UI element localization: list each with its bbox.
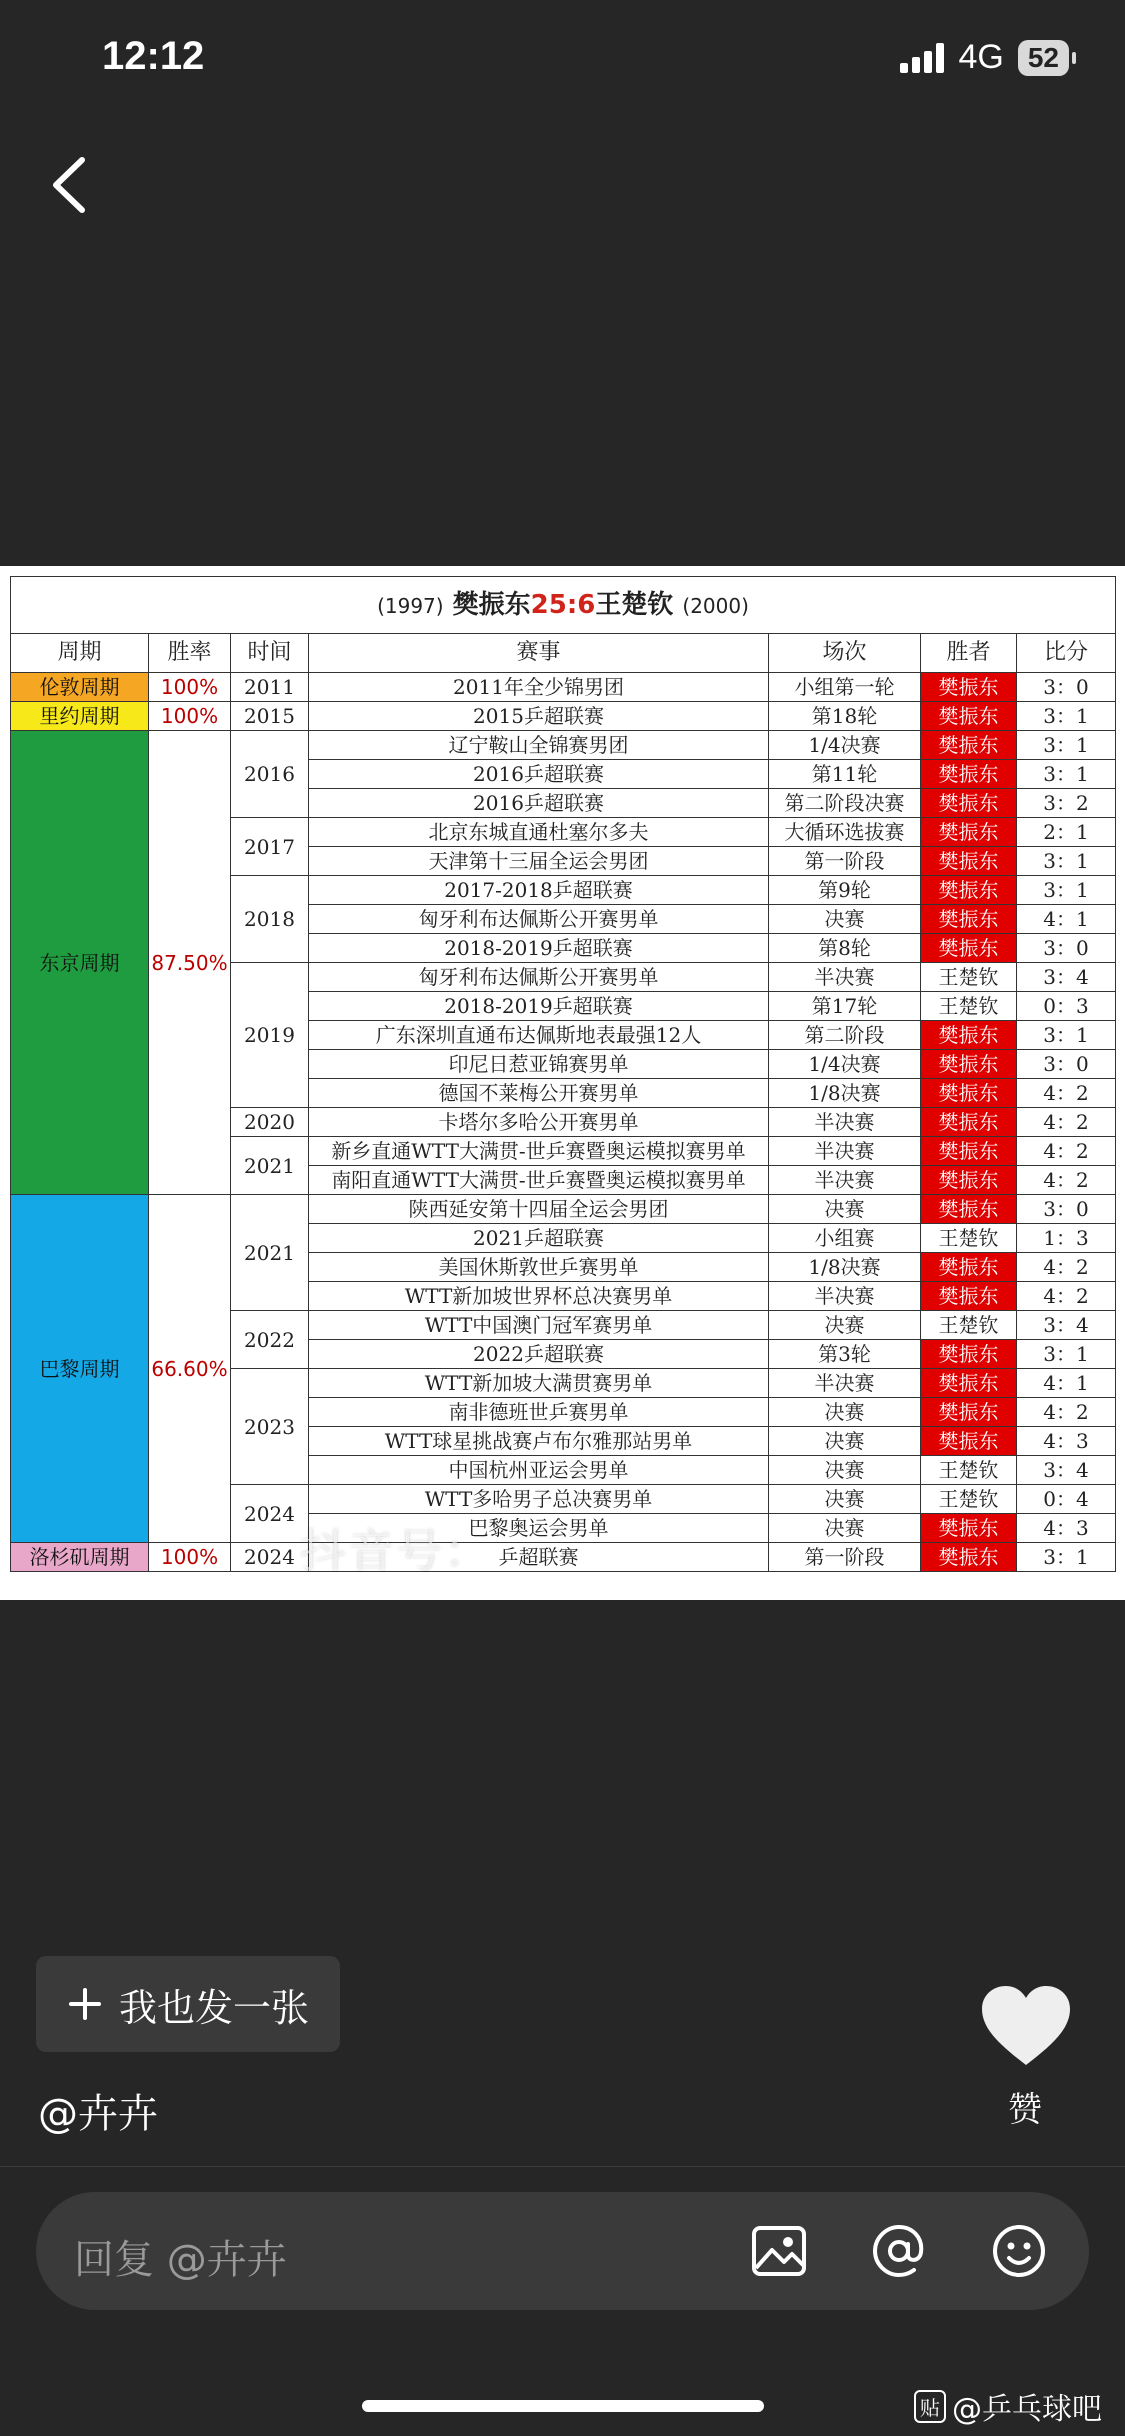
round-cell: 决赛 <box>769 1456 921 1485</box>
score-cell: 4：2 <box>1017 1253 1116 1282</box>
round-cell: 小组第一轮 <box>769 673 921 702</box>
period-cell: 巴黎周期 <box>11 1195 149 1543</box>
col-header: 场次 <box>769 634 921 673</box>
year-cell: 2024 <box>231 1485 309 1543</box>
year-cell: 2019 <box>231 963 309 1108</box>
winner-cell: 樊振东 <box>921 1166 1017 1195</box>
forum-name: @乒乓球吧 <box>952 2392 1102 2427</box>
round-cell: 决赛 <box>769 905 921 934</box>
signal-icon <box>900 43 944 73</box>
round-cell: 第11轮 <box>769 760 921 789</box>
year-cell: 2015 <box>231 702 309 731</box>
col-header: 时间 <box>231 634 309 673</box>
title-year-left: (1997) <box>377 593 444 618</box>
round-cell: 决赛 <box>769 1514 921 1543</box>
score-cell: 3：1 <box>1017 702 1116 731</box>
event-cell: 中国杭州亚运会男单 <box>309 1456 769 1485</box>
win-rate-cell: 100% <box>149 673 231 702</box>
winner-cell: 樊振东 <box>921 934 1017 963</box>
forum-watermark <box>914 2384 1102 2428</box>
watermark: 抖音号： <box>300 1524 492 1578</box>
score-cell: 4：2 <box>1017 1079 1116 1108</box>
event-cell: 匈牙利布达佩斯公开赛男单 <box>309 963 769 992</box>
winner-cell: 王楚钦 <box>921 1224 1017 1253</box>
reply-bar[interactable] <box>36 2192 1089 2310</box>
winner-cell: 樊振东 <box>921 1398 1017 1427</box>
event-cell: 南阳直通WTT大满贯-世乒赛暨奥运模拟赛男单 <box>309 1166 769 1195</box>
year-cell: 2020 <box>231 1108 309 1137</box>
round-cell: 1/8决赛 <box>769 1079 921 1108</box>
score-cell: 3：4 <box>1017 963 1116 992</box>
winner-cell: 樊振东 <box>921 789 1017 818</box>
network-label: 4G <box>958 38 1004 76</box>
table-row <box>11 702 1116 731</box>
round-cell: 半决赛 <box>769 1282 921 1311</box>
event-cell: 2022乒超联赛 <box>309 1340 769 1369</box>
event-cell: 2021乒超联赛 <box>309 1224 769 1253</box>
round-cell: 半决赛 <box>769 1137 921 1166</box>
round-cell: 1/4决赛 <box>769 731 921 760</box>
event-cell: WTT新加坡大满贯赛男单 <box>309 1369 769 1398</box>
winner-cell: 王楚钦 <box>921 1456 1017 1485</box>
year-cell: 2021 <box>231 1195 309 1311</box>
period-cell: 里约周期 <box>11 702 149 731</box>
score-cell: 3：1 <box>1017 847 1116 876</box>
round-cell: 第一阶段 <box>769 847 921 876</box>
winner-cell: 樊振东 <box>921 702 1017 731</box>
score-cell: 4：3 <box>1017 1427 1116 1456</box>
title-score: 25:6 <box>530 589 596 620</box>
reply-input[interactable]: 回复 @卉卉 <box>74 2237 287 2283</box>
score-cell: 4：2 <box>1017 1282 1116 1311</box>
winner-cell: 樊振东 <box>921 876 1017 905</box>
score-cell: 3：4 <box>1017 1456 1116 1485</box>
score-cell: 4：2 <box>1017 1108 1116 1137</box>
event-cell: 南非德班世乒赛男单 <box>309 1398 769 1427</box>
winner-cell: 樊振东 <box>921 1543 1017 1572</box>
col-header: 比分 <box>1017 634 1116 673</box>
score-cell: 3：0 <box>1017 1050 1116 1079</box>
round-cell: 决赛 <box>769 1398 921 1427</box>
winner-cell: 樊振东 <box>921 1340 1017 1369</box>
score-cell: 3：0 <box>1017 1195 1116 1224</box>
battery-icon: 52 <box>1018 40 1069 76</box>
winner-cell: 王楚钦 <box>921 963 1017 992</box>
round-cell: 第二阶段 <box>769 1021 921 1050</box>
like-label: 赞 <box>1008 2090 1042 2130</box>
table-row <box>11 673 1116 702</box>
round-cell: 第17轮 <box>769 992 921 1021</box>
score-cell: 4：3 <box>1017 1514 1116 1543</box>
round-cell: 第二阶段决赛 <box>769 789 921 818</box>
status-icons <box>900 38 1069 77</box>
year-cell: 2018 <box>231 876 309 963</box>
author-name[interactable]: @卉卉 <box>38 2091 158 2137</box>
winner-cell: 樊振东 <box>921 818 1017 847</box>
event-cell: 北京东城直通杜塞尔多夫 <box>309 818 769 847</box>
heart-icon[interactable] <box>980 1985 1072 2067</box>
divider <box>0 2166 1125 2167</box>
score-cell: 3：2 <box>1017 789 1116 818</box>
winner-cell: 樊振东 <box>921 1050 1017 1079</box>
winner-cell: 王楚钦 <box>921 1311 1017 1340</box>
table-title <box>11 577 1116 634</box>
event-cell: 2015乒超联赛 <box>309 702 769 731</box>
win-rate-cell: 100% <box>149 1543 231 1572</box>
event-cell: 2016乒超联赛 <box>309 760 769 789</box>
results-table <box>10 576 1116 1572</box>
winner-cell: 樊振东 <box>921 731 1017 760</box>
title-year-right: (2000) <box>682 593 749 618</box>
event-cell: 天津第十三届全运会男团 <box>309 847 769 876</box>
round-cell: 第9轮 <box>769 876 921 905</box>
win-rate-cell: 87.50% <box>149 731 231 1195</box>
event-cell: WTT新加坡世界杯总决赛男单 <box>309 1282 769 1311</box>
score-cell: 2：1 <box>1017 818 1116 847</box>
score-cell: 3：0 <box>1017 673 1116 702</box>
event-cell: 卡塔尔多哈公开赛男单 <box>309 1108 769 1137</box>
round-cell: 第8轮 <box>769 934 921 963</box>
col-header: 周期 <box>11 634 149 673</box>
winner-cell: 王楚钦 <box>921 992 1017 1021</box>
table-row <box>11 1543 1116 1572</box>
round-cell: 第一阶段 <box>769 1543 921 1572</box>
winner-cell: 樊振东 <box>921 1427 1017 1456</box>
post-too-button[interactable] <box>36 1956 340 2052</box>
event-cell: 广东深圳直通布达佩斯地表最强12人 <box>309 1021 769 1050</box>
round-cell: 决赛 <box>769 1485 921 1514</box>
image-icon[interactable] <box>750 2222 808 2280</box>
score-cell: 3：0 <box>1017 934 1116 963</box>
event-cell: 匈牙利布达佩斯公开赛男单 <box>309 905 769 934</box>
event-cell: 印尼日惹亚锦赛男单 <box>309 1050 769 1079</box>
score-cell: 4：1 <box>1017 905 1116 934</box>
score-cell: 4：2 <box>1017 1137 1116 1166</box>
plus-icon <box>67 1986 103 2022</box>
winner-cell: 樊振东 <box>921 1108 1017 1137</box>
win-rate-cell: 66.60% <box>149 1195 231 1543</box>
round-cell: 1/4决赛 <box>769 1050 921 1079</box>
score-cell: 3：1 <box>1017 1021 1116 1050</box>
score-cell: 4：2 <box>1017 1398 1116 1427</box>
year-cell: 2022 <box>231 1311 309 1369</box>
winner-cell: 樊振东 <box>921 673 1017 702</box>
table-header-row <box>11 634 1116 673</box>
col-header: 胜者 <box>921 634 1017 673</box>
post-image[interactable] <box>0 566 1125 1600</box>
home-indicator <box>362 2400 764 2412</box>
event-cell: WTT中国澳门冠军赛男单 <box>309 1311 769 1340</box>
event-cell: 德国不莱梅公开赛男单 <box>309 1079 769 1108</box>
winner-cell: 樊振东 <box>921 847 1017 876</box>
year-cell: 2024 <box>231 1543 309 1572</box>
event-cell: 辽宁鞍山全锦赛男团 <box>309 731 769 760</box>
status-time: 12:12 <box>102 34 205 78</box>
round-cell: 半决赛 <box>769 1369 921 1398</box>
year-cell: 2011 <box>231 673 309 702</box>
event-cell: 新乡直通WTT大满贯-世乒赛暨奥运模拟赛男单 <box>309 1137 769 1166</box>
winner-cell: 樊振东 <box>921 1021 1017 1050</box>
year-cell: 2016 <box>231 731 309 818</box>
event-cell: WTT球星挑战赛卢布尔雅那站男单 <box>309 1427 769 1456</box>
score-cell: 1：3 <box>1017 1224 1116 1253</box>
period-cell: 东京周期 <box>11 731 149 1195</box>
winner-cell: 樊振东 <box>921 1514 1017 1543</box>
winner-cell: 樊振东 <box>921 1079 1017 1108</box>
event-cell: 2011年全少锦男团 <box>309 673 769 702</box>
emoji-icon[interactable] <box>990 2222 1048 2280</box>
event-cell: 2018-2019乒超联赛 <box>309 934 769 963</box>
event-cell: 2018-2019乒超联赛 <box>309 992 769 1021</box>
score-cell: 3：1 <box>1017 876 1116 905</box>
round-cell: 1/8决赛 <box>769 1253 921 1282</box>
col-header: 赛事 <box>309 634 769 673</box>
round-cell: 决赛 <box>769 1427 921 1456</box>
year-cell: 2017 <box>231 818 309 876</box>
round-cell: 第3轮 <box>769 1340 921 1369</box>
period-cell: 伦敦周期 <box>11 673 149 702</box>
round-cell: 第18轮 <box>769 702 921 731</box>
score-cell: 4：1 <box>1017 1369 1116 1398</box>
score-cell: 0：4 <box>1017 1485 1116 1514</box>
event-cell: WTT多哈男子总决赛男单 <box>309 1485 769 1514</box>
score-cell: 3：1 <box>1017 760 1116 789</box>
event-cell: 2017-2018乒超联赛 <box>309 876 769 905</box>
round-cell: 小组赛 <box>769 1224 921 1253</box>
forum-badge: 贴 <box>914 2390 946 2423</box>
winner-cell: 樊振东 <box>921 1195 1017 1224</box>
event-cell: 乒超联赛 <box>309 1543 769 1572</box>
winner-cell: 樊振东 <box>921 760 1017 789</box>
winner-cell: 樊振东 <box>921 1253 1017 1282</box>
table-row <box>11 731 1116 760</box>
round-cell: 半决赛 <box>769 963 921 992</box>
round-cell: 半决赛 <box>769 1108 921 1137</box>
round-cell: 决赛 <box>769 1195 921 1224</box>
back-icon[interactable] <box>40 150 100 220</box>
round-cell: 大循环选拔赛 <box>769 818 921 847</box>
winner-cell: 樊振东 <box>921 1369 1017 1398</box>
table-row <box>11 1195 1116 1224</box>
event-cell: 陕西延安第十四届全运会男团 <box>309 1195 769 1224</box>
winner-cell: 王楚钦 <box>921 1485 1017 1514</box>
post-too-label: 我也发一张 <box>118 1985 309 2030</box>
score-cell: 3：1 <box>1017 1340 1116 1369</box>
event-cell: 巴黎奥运会男单 <box>309 1514 769 1543</box>
winner-cell: 樊振东 <box>921 1137 1017 1166</box>
score-cell: 3：1 <box>1017 1543 1116 1572</box>
event-cell: 2016乒超联赛 <box>309 789 769 818</box>
title-player-1: 樊振东 <box>452 589 531 620</box>
col-header: 胜率 <box>149 634 231 673</box>
round-cell: 半决赛 <box>769 1166 921 1195</box>
year-cell: 2023 <box>231 1369 309 1485</box>
title-player-2: 王楚钦 <box>595 589 674 620</box>
period-cell: 洛杉矶周期 <box>11 1543 149 1572</box>
score-cell: 4：2 <box>1017 1166 1116 1195</box>
score-cell: 3：4 <box>1017 1311 1116 1340</box>
round-cell: 决赛 <box>769 1311 921 1340</box>
winner-cell: 樊振东 <box>921 905 1017 934</box>
win-rate-cell: 100% <box>149 702 231 731</box>
score-cell: 3：1 <box>1017 731 1116 760</box>
at-mention-icon[interactable] <box>870 2222 928 2280</box>
winner-cell: 樊振东 <box>921 1282 1017 1311</box>
score-cell: 0：3 <box>1017 992 1116 1021</box>
year-cell: 2021 <box>231 1137 309 1195</box>
event-cell: 美国休斯敦世乒赛男单 <box>309 1253 769 1282</box>
